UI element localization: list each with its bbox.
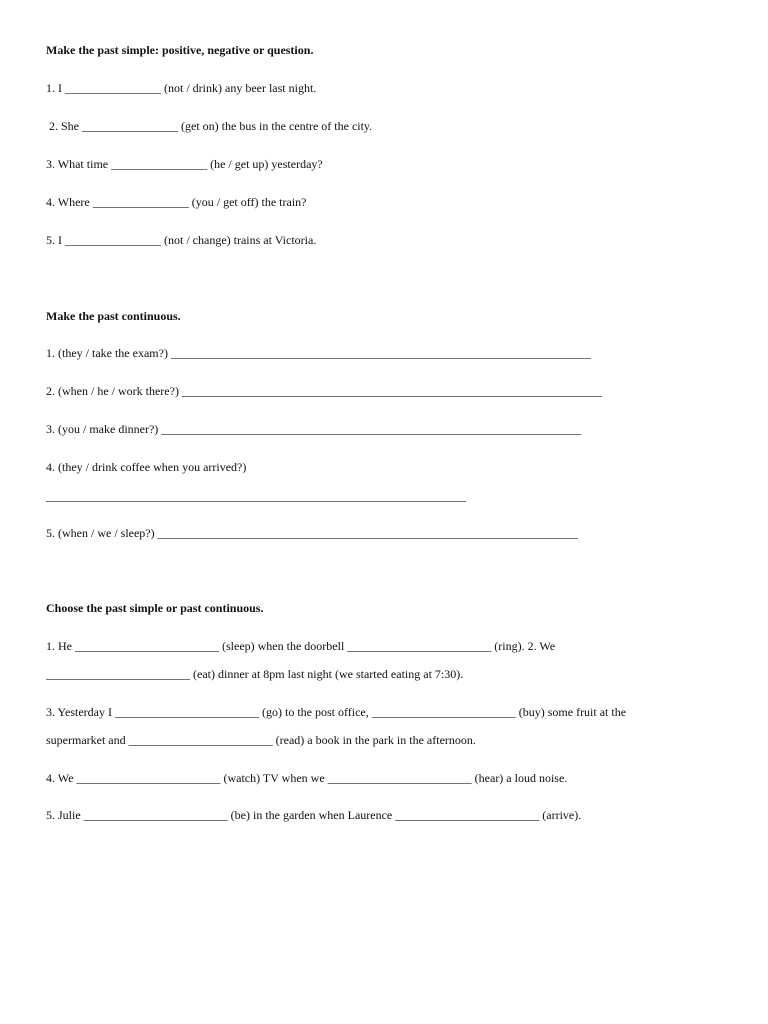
section1-item-4: 4. Where ________________ (you / get off) the train?	[46, 195, 307, 209]
section2-item-5: 5. (when / we / sleep?) ______________________________________________________________________	[46, 526, 578, 540]
section3-line-2: ________________________ (eat) dinner at 8pm last night (we started eating at 7:30).	[46, 667, 464, 681]
section1-item-2: 2. She ________________ (get on) the bus in the centre of the city.	[46, 119, 373, 133]
section2-item-1: 1. (they / take the exam?) ______________________________________________________________________	[46, 346, 591, 360]
section3-line-1: 1. He ________________________ (sleep) when the doorbell ________________________ (ring). 2. We	[46, 639, 556, 653]
section2-item-3: 3. (you / make dinner?) ______________________________________________________________________	[46, 422, 582, 436]
section1-item-5: 5. I ________________ (not / change) trains at Victoria.	[46, 233, 317, 247]
section3-line-4: supermarket and ________________________ (read) a book in the park in the afternoon.	[46, 733, 476, 747]
section3-line-5: 4. We ________________________ (watch) TV when we ________________________ (hear) a loud noise.	[46, 771, 568, 785]
section1-item-3: 3. What time ________________ (he / get up) yesterday?	[46, 157, 323, 171]
section2-item-4-answer-line: ______________________________________________________________________	[46, 489, 466, 503]
section3-line-6: 5. Julie ________________________ (be) in the garden when Laurence ________________________ (arrive).	[46, 808, 582, 822]
section1-item-1: 1. I ________________ (not / drink) any beer last night.	[46, 81, 317, 95]
section2-heading: Make the past continuous.	[46, 309, 181, 323]
section1-heading: Make the past simple: positive, negative or question.	[46, 43, 314, 57]
section3-heading: Choose the past simple or past continuous.	[46, 601, 264, 615]
section2-item-2: 2. (when / he / work there?) ______________________________________________________________________	[46, 384, 602, 398]
section3-line-3: 3. Yesterday I ________________________ (go) to the post office, ________________________ (buy) some fruit at the	[46, 705, 627, 719]
section2-item-4: 4. (they / drink coffee when you arrived?)	[46, 460, 247, 474]
